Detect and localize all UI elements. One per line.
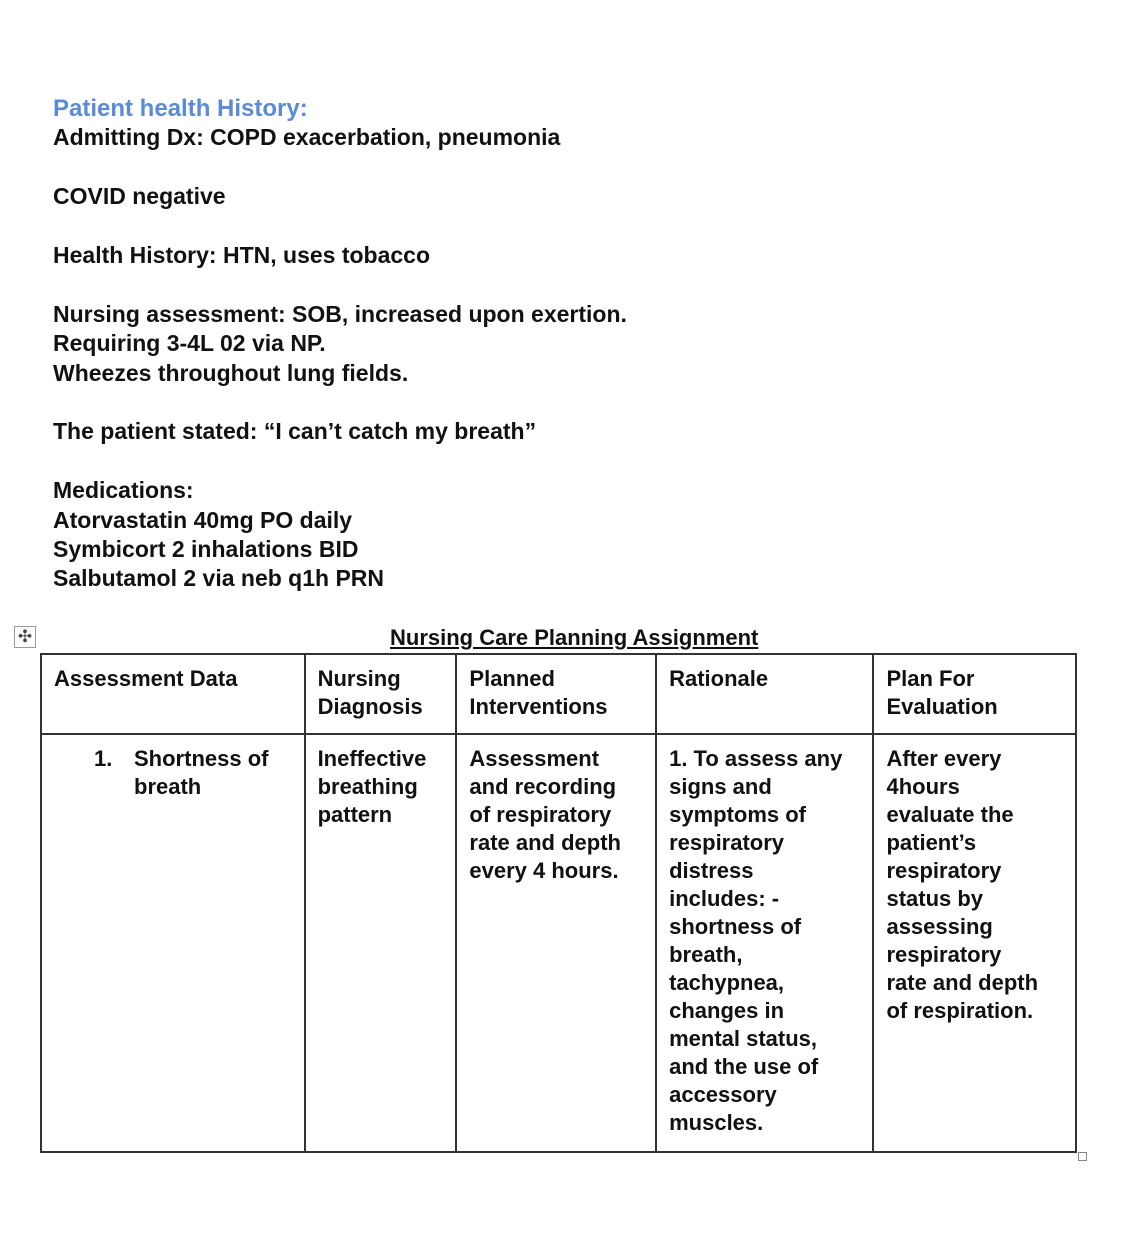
care-plan-table xyxy=(40,653,1077,1153)
history-title: Patient health History: xyxy=(53,95,308,122)
table-caption: Nursing Care Planning Assignment xyxy=(390,625,759,650)
list-number: 1. xyxy=(94,746,113,771)
header-rationale[interactable]: Rationale xyxy=(656,654,873,734)
table-header-row xyxy=(41,654,1076,734)
header-assessment-data[interactable]: Assessment Data xyxy=(41,654,305,734)
medication-item: Atorvastatin 40mg PO daily xyxy=(53,506,353,533)
covid-status: COVID negative xyxy=(53,183,226,210)
cell-planned-interventions[interactable]: Assessment and recording of respiratory rate and depth every 4 hours. xyxy=(456,734,656,1152)
medication-item: Symbicort 2 inhalations BID xyxy=(53,536,359,563)
cell-rationale[interactable]: 1. To assess any signs and symptoms of respiratory distress includes: - shortness of breath, tachypnea, changes in mental status, and the use of accessory muscles. xyxy=(656,734,873,1152)
patient-history xyxy=(53,94,627,594)
cell-plan-for-evaluation[interactable]: After every 4hours evaluate the patient’s respiratory status by assessing respiratory rate and depth of respiration. xyxy=(873,734,1076,1152)
header-plan-for-evaluation[interactable]: Plan For Evaluation xyxy=(873,654,1076,734)
header-planned-interventions[interactable]: Planned Interventions xyxy=(456,654,656,734)
nursing-assessment-line: Nursing assessment: SOB, increased upon exertion. xyxy=(53,300,627,327)
medication-item: Salbutamol 2 via neb q1h PRN xyxy=(53,565,385,592)
header-nursing-diagnosis[interactable]: Nursing Diagnosis xyxy=(305,654,457,734)
patient-statement: The patient stated: “I can’t catch my breath” xyxy=(53,418,537,445)
cell-nursing-diagnosis[interactable]: Ineffective breathing pattern xyxy=(305,734,457,1152)
table-resize-handle[interactable] xyxy=(1078,1152,1087,1161)
assessment-text: Shortness of breath xyxy=(134,746,269,799)
medications-label: Medications: xyxy=(53,477,194,504)
table-move-handle-icon[interactable]: ✣ xyxy=(14,626,36,648)
cell-assessment-data[interactable] xyxy=(41,734,305,1152)
table-row xyxy=(41,734,1076,1152)
nursing-assessment-line: Requiring 3-4L 02 via NP. xyxy=(53,330,326,357)
admitting-dx: Admitting Dx: COPD exacerbation, pneumonia xyxy=(53,124,561,151)
nursing-assessment-line: Wheezes throughout lung fields. xyxy=(53,359,409,386)
health-history: Health History: HTN, uses tobacco xyxy=(53,242,431,268)
